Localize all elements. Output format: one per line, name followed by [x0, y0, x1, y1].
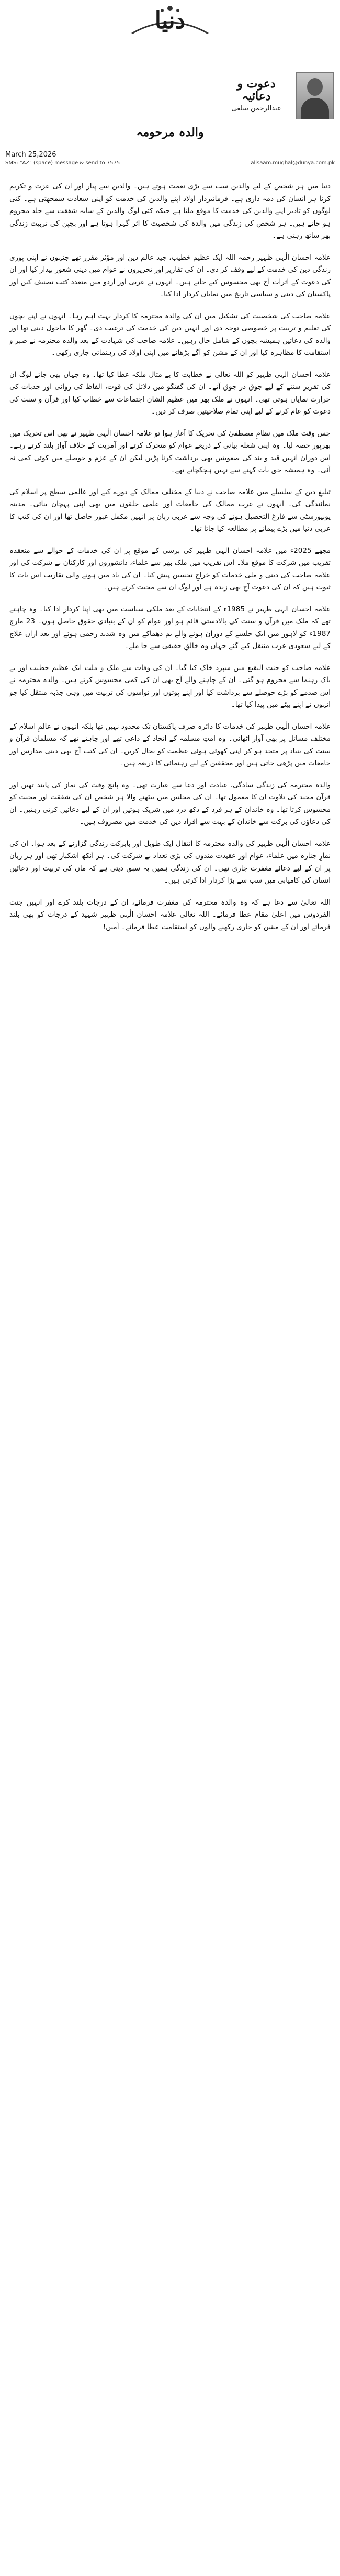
columnist-box [219, 72, 334, 122]
info-row [5, 151, 335, 169]
author-avatar [296, 72, 334, 119]
column-name-line2: دعائیہ [242, 90, 271, 103]
article-paragraph: جس وقت ملک میں نظامِ مصطفیٰ کی تحریک کا آغاز ہوا تو علامہ احسان الٰہی ظہیر نے بھی اس تحریک میں بھرپور حصہ لیا۔ وہ اپنی شعلہ بیانی کے ذریعے عوام کو متحرک کرتے اور آمریت کے خلاف آواز بلند کرتے رہے۔ اس دوران انہیں قید و بند کی صعوبتیں بھی برداشت کرنا پڑیں لیکن ان کے عزم و حوصلے میں کوئی کمی نہ آئی۔ وہ ہمیشہ حق بات کہنے سے نہیں ہچکچاتے تھے۔ [9, 429, 331, 474]
author-email: alisaam.mughal@dunya.com.pk [251, 160, 335, 166]
article-title: والدہ مرحومہ [136, 126, 204, 139]
article-paragraph: علامہ احسان الٰہی ظہیر نے 1985ء کے انتخابات کے بعد ملکی سیاست میں بھی اپنا کردار ادا کیا۔ وہ چاہتے تھے کہ ملک میں قرآن و سنت کی بالادستی قائم ہو اور عوام کو ان کے بنیادی حقوق حاصل ہوں۔ 23 مارچ 1987ء کو لاہور میں ایک جلسے کے دوران ہونے والے بم دھماکے میں وہ شدید زخمی ہوئے اور بعد ازاں علاج کے لیے سعودی عرب منتقل کیے گئے جہاں وہ خالقِ حقیقی سے جا ملے۔ [9, 605, 331, 650]
article-paragraph: علامہ احسان الٰہی ظہیر کی خدمات کا دائرہ صرف پاکستان تک محدود نہیں تھا بلکہ انہوں نے عالمِ اسلام کے مختلف مسائل پر بھی آواز اٹھائی۔ وہ امتِ مسلمہ کے اتحاد کے داعی تھے اور چاہتے تھے کہ مسلمان قرآن و سنت کی بنیاد پر متحد ہو کر اپنی کھوئی ہوئی عظمت کو بحال کریں۔ ان کی کتب آج بھی دینی مدارس اور جامعات میں پڑھی جاتی ہیں اور محققین کے لیے رہنمائی کا ذریعہ ہیں۔ [9, 722, 331, 767]
newspaper-logo [121, 1, 219, 44]
column-name [220, 77, 293, 103]
article-paragraph: علامہ احسان الٰہی ظہیر کو اللہ تعالیٰ نے خطابت کا بے مثال ملکہ عطا کیا تھا۔ وہ جہاں بھی جاتے لوگ ان کی تقریر سننے کے لیے جوق در جوق آتے۔ ان کی گفتگو میں دلائل کی قوت، الفاظ کی روانی اور جذبات کی حرارت نمایاں ہوتی تھی۔ انہوں نے ملک بھر میں عظیم الشان اجتماعات سے خطاب کیا اور قرآن و سنت کی دعوت کو عام کرنے کے لیے اپنی تمام صلاحیتیں صرف کر دیں۔ [9, 370, 331, 416]
masthead [0, 0, 340, 71]
sms-note: SMS: "AZ" (space) message & send to 7575 [5, 160, 120, 166]
article-body [9, 181, 331, 943]
logo-text: دنیا [154, 7, 186, 34]
article-paragraph: والدہ محترمہ کی زندگی سادگی، عبادت اور دعا سے عبارت تھی۔ وہ پانچ وقت کی نماز کی پابند تھیں اور قرآن مجید کی تلاوت ان کا معمول تھا۔ ان کی مجلس میں بیٹھنے والا ہر شخص ان کی شفقت اور محبت کو محسوس کرتا تھا۔ وہ خاندان کے ہر فرد کے دکھ درد میں شریک ہوتیں اور ان کے لیے دعائیں کرتی رہتیں۔ ان کی دعاؤں کی برکت سے خاندان کے بہت سے افراد دین کی خدمت میں مصروف ہیں۔ [9, 780, 331, 826]
article-paragraph: دنیا میں ہر شخص کے لیے والدین سب سے بڑی نعمت ہوتے ہیں۔ والدین سے پیار اور ان کی عزت و تکریم کرنا ہر انسان کی ذمہ داری ہے۔ فرمانبردار اولاد اپنے والدین کی خدمت کو اپنی سعادت سمجھتی ہے۔ کئی لوگوں کو تادیر اپنے والدین کی خدمت کا موقع ملتا ہے جبکہ کئی لوگ والدین کے سایہ شفقت سے جلد محروم ہو جاتے ہیں۔ ہر شخص کی زندگی میں والدہ کی شخصیت کا اثر گہرا ہوتا ہے اور بچپن کی تربیت زندگی بھر ساتھ رہتی ہے۔ [9, 182, 331, 240]
author-name: عبدالرحمن سلفی [231, 105, 281, 113]
article-paragraph: علامہ صاحب کی شخصیت کی تشکیل میں ان کی والدہ محترمہ کا کردار بہت اہم رہا۔ انہوں نے اپنے بچوں کی تعلیم و تربیت پر خصوصی توجہ دی اور انہیں دین کی خدمت کی ترغیب دی۔ گھر کا ماحول دینی تھا اور والدہ کی دعائیں ہمیشہ بچوں کے شامل حال رہیں۔ علامہ صاحب کی شہادت کے بعد والدہ محترمہ نے صبر و استقامت کا مظاہرہ کیا اور ان کے مشن کو آگے بڑھانے میں اپنی اولاد کی رہنمائی جاری رکھی۔ [9, 311, 331, 357]
column-name-line1: دعوت و [237, 77, 276, 91]
article-paragraph: علامہ احسان الٰہی ظہیر رحمہ اللہ ایک عظیم خطیب، جید عالم دین اور مؤثر مقرر تھے جنہوں نے اپنی پوری زندگی دین کی خدمت کے لیے وقف کر دی۔ ان کی تقاریر اور تحریروں نے عوام میں دینی شعور بیدار کیا اور ان کی دعوت کے اثرات آج بھی محسوس کیے جاتے ہیں۔ انہوں نے عربی اور اردو میں متعدد کتب تصنیف کیں اور پاکستان کی دینی و سیاسی تاریخ میں نمایاں کردار ادا کیا۔ [9, 253, 331, 298]
title-row [5, 126, 335, 141]
article-paragraph: تبلیغِ دین کے سلسلے میں علامہ صاحب نے دنیا کے مختلف ممالک کے دورے کیے اور عالمی سطح پر اسلام کی نمائندگی کی۔ انہوں نے عرب ممالک کی جامعات اور علمی حلقوں میں بھی اپنی پہچان بنائی۔ مدینہ یونیورسٹی سے فارغ التحصیل ہونے کی وجہ سے عربی زبان پر انہیں مکمل عبور حاصل تھا اور ان کی کتب کا عربی دنیا میں بڑے پیمانے پر مطالعہ کیا جاتا تھا۔ [9, 487, 331, 533]
article-paragraph: اللہ تعالیٰ سے دعا ہے کہ وہ والدہ محترمہ کی مغفرت فرمائے، ان کے درجات بلند کرے اور انہیں جنت الفردوس میں اعلیٰ مقام عطا فرمائے۔ اللہ تعالیٰ علامہ احسان الٰہی ظہیر شہید کے درجات کو بھی بلند فرمائے اور ان کے مشن کو جاری رکھنے والوں کو استقامت عطا فرمائے۔ آمین! [9, 898, 331, 931]
article-paragraph: علامہ صاحب کو جنت البقیع میں سپرد خاک کیا گیا۔ ان کی وفات سے ملک و ملت ایک عظیم خطیب اور بے باک رہنما سے محروم ہو گئی۔ ان کے چاہنے والے آج بھی ان کی کمی محسوس کرتے ہیں۔ والدہ محترمہ نے اس صدمے کو بڑے حوصلے سے برداشت کیا اور اپنے پوتوں اور نواسوں کی تربیت میں وہی جذبہ منتقل کیا جو انہوں نے اپنے بیٹے میں پیدا کیا تھا۔ [9, 663, 331, 709]
publish-date: March 25,2026 [5, 151, 56, 159]
article-paragraph: مجھے 2025ء میں علامہ احسان الٰہی ظہیر کی برسی کے موقع پر ان کی خدمات کے حوالے سے منعقدہ تقریب میں شرکت کا موقع ملا۔ اس تقریب میں ملک بھر سے علماء، دانشوروں اور کارکنان نے شرکت کی اور علامہ صاحب کی دینی و ملی خدمات کو خراجِ تحسین پیش کیا۔ ان کی یاد میں ہونے والی تقاریب اس بات کا ثبوت ہیں کہ ان کی دعوت آج بھی زندہ ہے اور لوگ ان سے محبت کرتے ہیں۔ [9, 546, 331, 592]
article-paragraph: علامہ احسان الٰہی ظہیر کی والدہ محترمہ کا انتقال ایک طویل اور بابرکت زندگی گزارنے کے بعد ہوا۔ ان کی نمازِ جنازہ میں علماء، عوام اور عقیدت مندوں کی بڑی تعداد نے شرکت کی۔ ہر آنکھ اشکبار تھی اور ہر زبان پر ان کے لیے دعائے مغفرت جاری تھی۔ ان کی زندگی ہمیں یہ سبق دیتی ہے کہ ماں کی تربیت اور دعائیں انسان کی کامیابی میں سب سے بڑا کردار ادا کرتی ہیں۔ [9, 839, 331, 885]
